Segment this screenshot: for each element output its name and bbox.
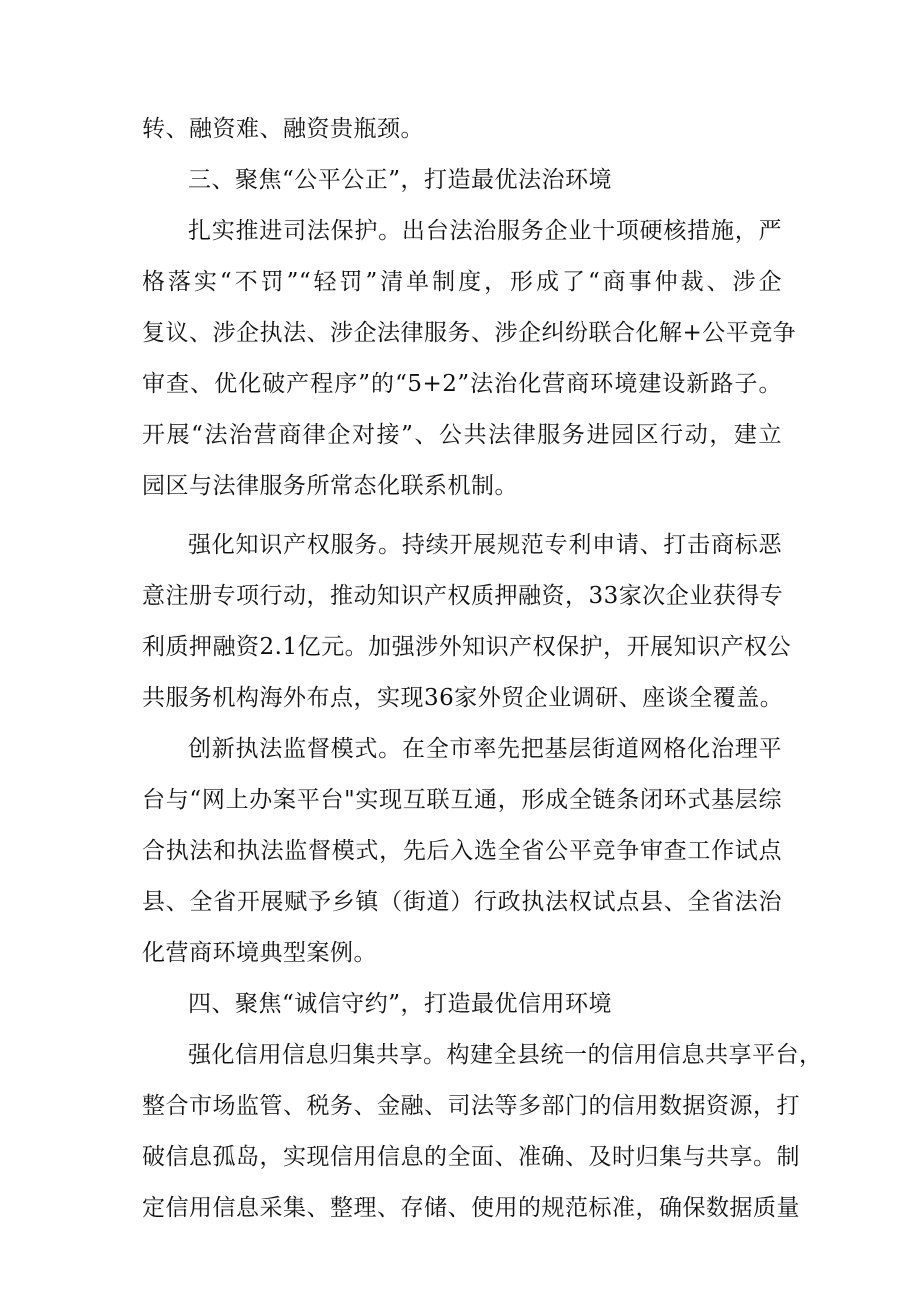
section-heading: 四、聚焦“诚信守约”，打造最优信用环境 — [188, 991, 613, 1017]
text-line: 复议、涉企执法、涉企法律服务、涉企纠纷联合化解+公平竞争 — [142, 320, 797, 346]
text-line: 合执法和执法监督模式，先后入选全省公平竞争审查工作试点 — [142, 838, 782, 864]
document-body — [142, 104, 823, 1234]
section-heading: 三、聚焦“公平公正”，打造最优法治环境 — [188, 167, 613, 193]
text-line: 化营商环境典型案例。 — [142, 940, 377, 966]
text-line: 利质押融资2.1亿元。加强涉外知识产权保护，开展知识产权公 — [142, 634, 792, 660]
text-line: 强化知识产权服务。持续开展规范专利申请、打击商标恶 — [188, 532, 782, 558]
text-line: 县、全省开展赋予乡镇（街道）行政执法权试点县、全省法治 — [142, 889, 782, 915]
text-line: 意注册专项行动，推动知识产权质押融资，33家次企业获得专 — [142, 583, 784, 609]
text-line: 园区与法律服务所常态化联系机制。 — [142, 473, 518, 499]
text-line: 格落实“不罚”“轻罚”清单制度，形成了“商事仲裁、涉企 — [142, 269, 782, 295]
text-line: 共服务机构海外布点，实现36家外贸企业调研、座谈全覆盖。 — [142, 685, 784, 711]
text-line: 定信用信息采集、整理、存储、使用的规范标准，确保数据质量 — [142, 1195, 800, 1221]
text-line: 审查、优化破产程序”的“5+2”法治化营商环境建设新路子。 — [142, 371, 782, 397]
text-line: 开展“法治营商律企对接”、公共法律服务进园区行动，建立 — [142, 422, 782, 448]
text-line: 转、融资难、融资贵瓶颈。 — [142, 116, 424, 142]
text-line: 创新执法监督模式。在全市率先把基层街道网格化治理平 — [188, 736, 782, 762]
text-line: 强化信用信息归集共享。构建全县统一的信用信息共享平台， — [188, 1042, 823, 1068]
text-line: 扎实推进司法保护。出台法治服务企业十项硬核措施，严 — [188, 218, 782, 244]
text-line: 破信息孤岛，实现信用信息的全面、准确、及时归集与共享。制 — [142, 1144, 800, 1170]
text-line: 台与“网上办案平台"实现互联互通，形成全链条闭环式基层综 — [142, 787, 782, 813]
text-line: 整合市场监管、税务、金融、司法等多部门的信用数据资源，打 — [142, 1093, 800, 1119]
